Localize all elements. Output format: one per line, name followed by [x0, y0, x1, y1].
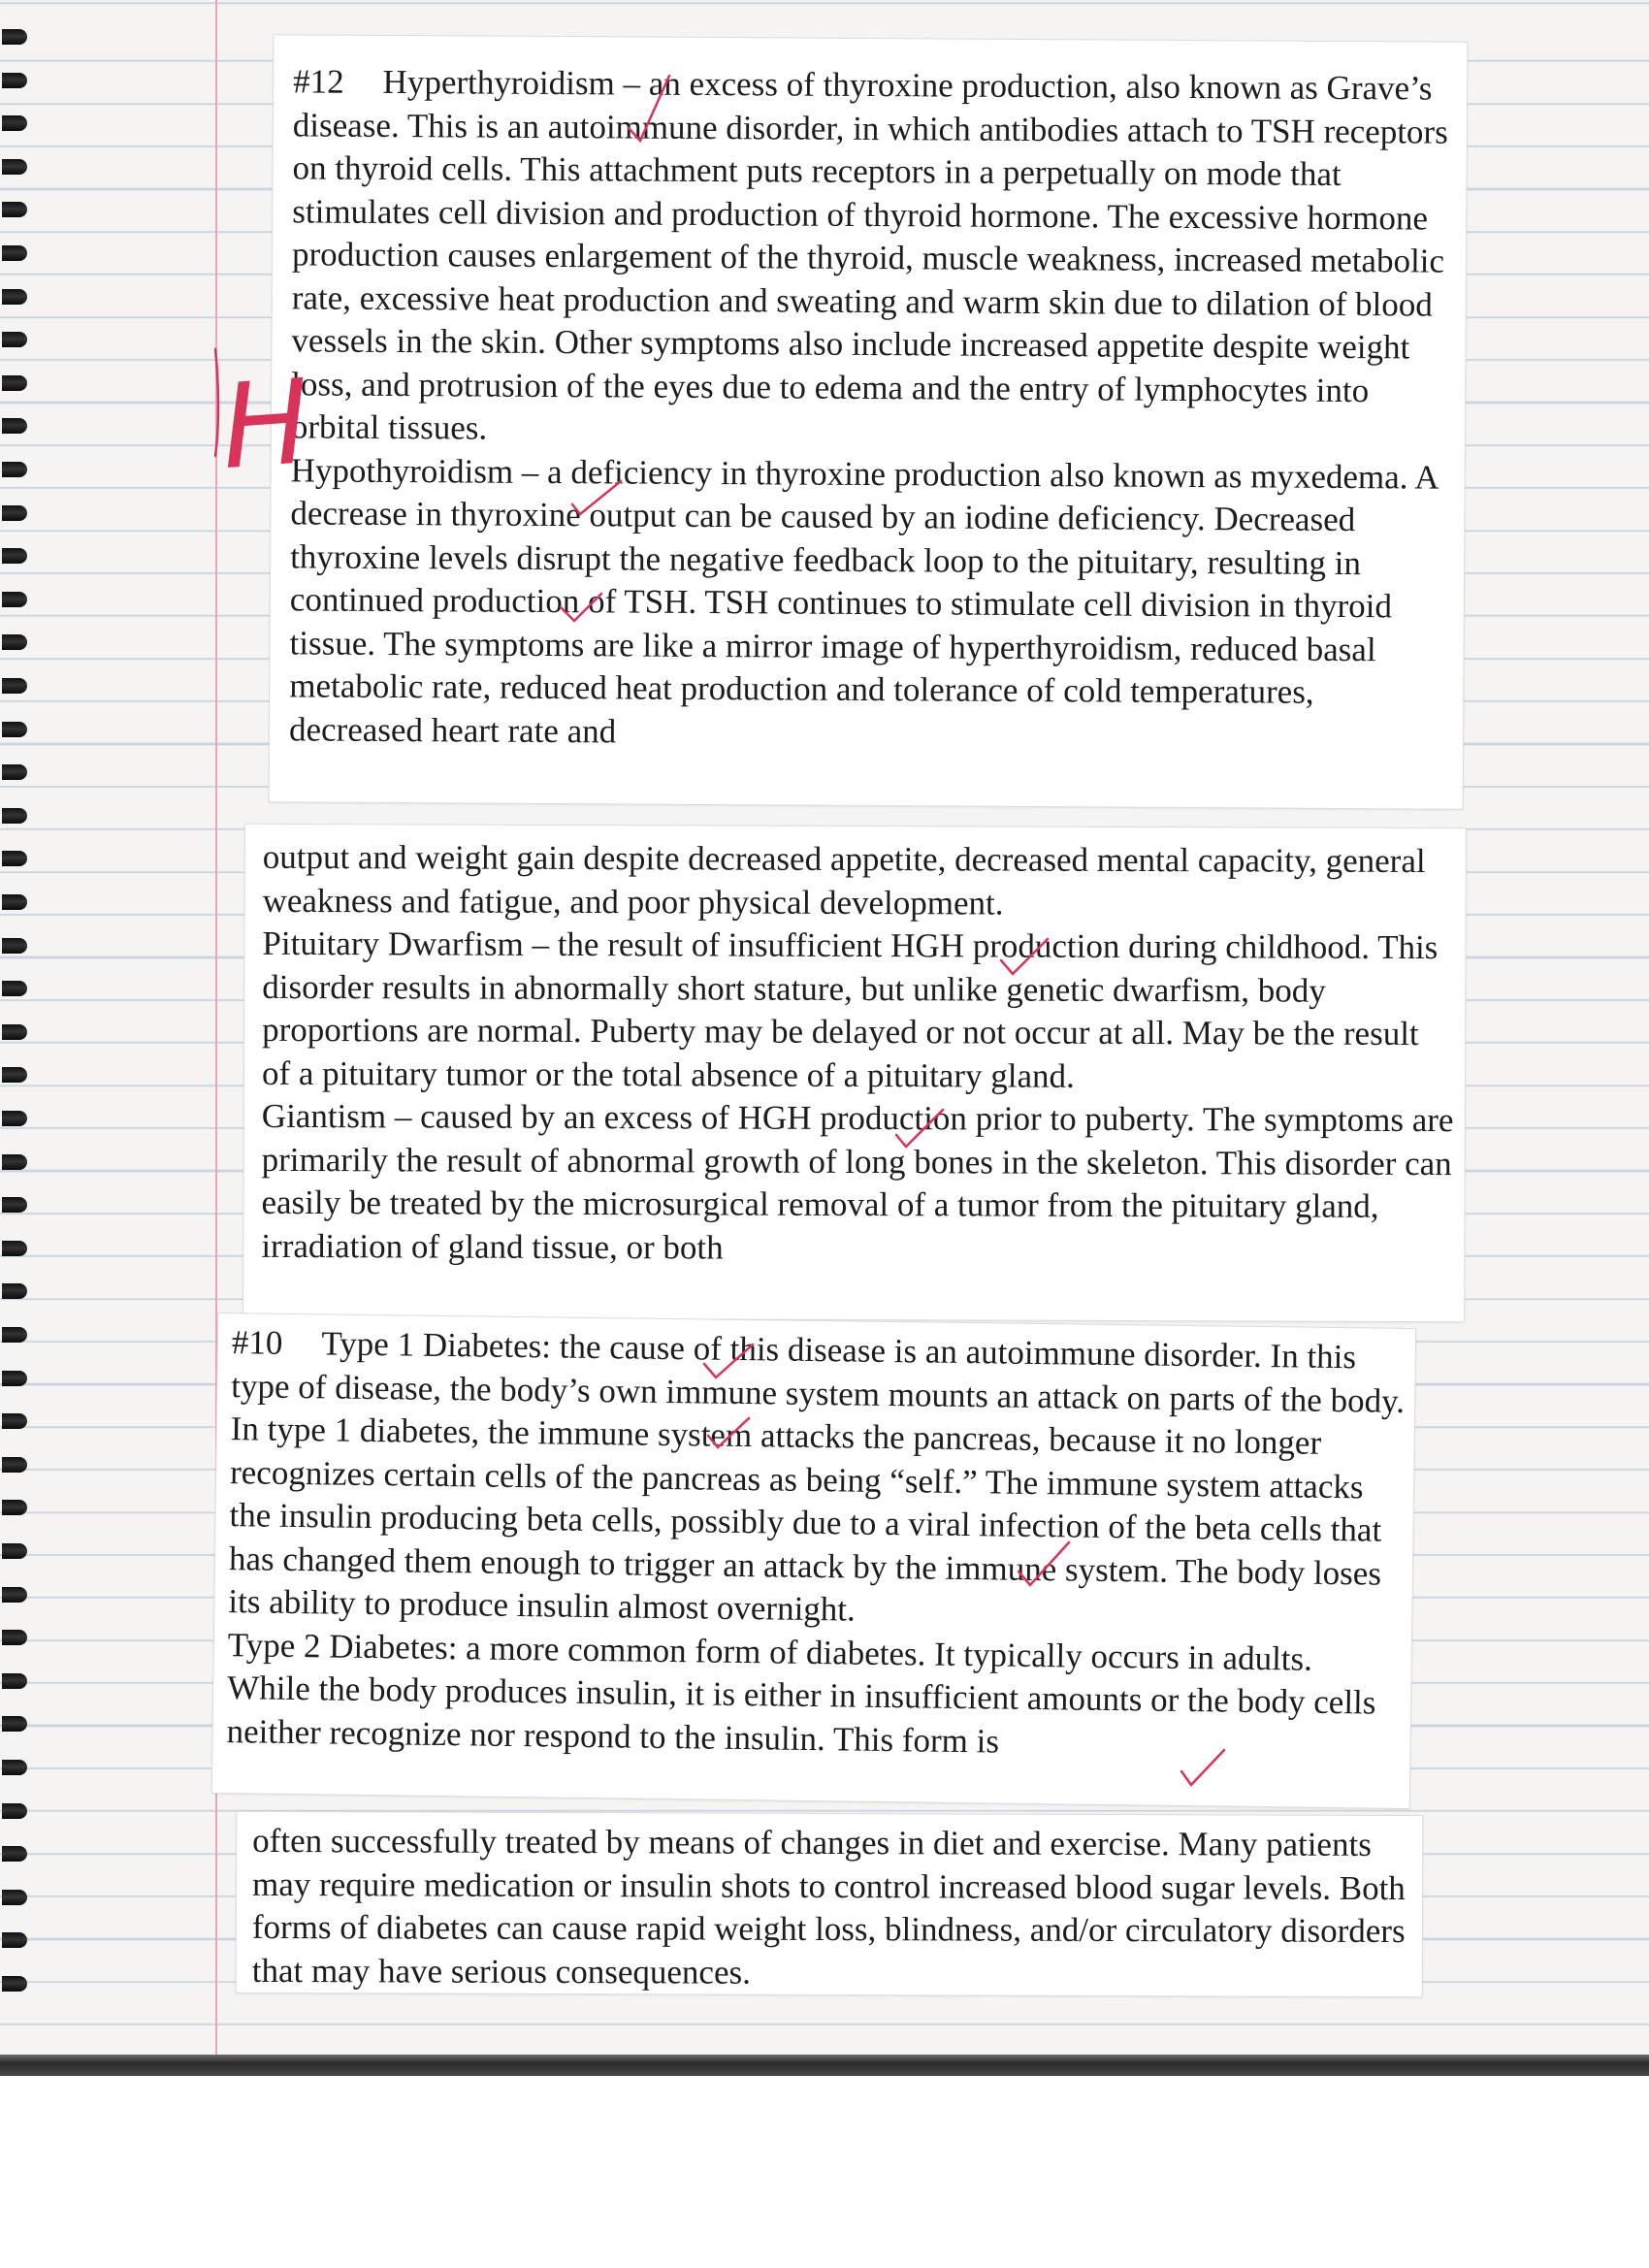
spiral-ring [2, 73, 27, 88]
grade-letter-mark: H [216, 355, 314, 497]
pasted-slip-diabetes-continued [237, 1812, 1423, 1996]
spiral-ring [2, 764, 27, 780]
spiral-ring [2, 159, 27, 175]
spiral-ring [2, 1111, 27, 1126]
pasted-slip-pituitary [243, 825, 1466, 1321]
spiral-ring [2, 418, 27, 434]
spiral-ring [2, 1630, 27, 1645]
spiral-ring [2, 1890, 27, 1905]
spiral-ring [2, 1371, 27, 1386]
spiral-ring [2, 1803, 27, 1819]
paragraph-diabetes-treatment: often successfully treated by means of changes in diet and exercise. Many patients may require medication or insulin shots to control increased blood sugar levels. Both forms of diabetes can cause rapid weight loss, blindness, and/or circulatory disorders that may have serious consequences. [251, 1821, 1406, 1992]
spiral-ring [2, 808, 27, 824]
spiral-ring [2, 462, 27, 477]
pasted-slip-diabetes [212, 1313, 1415, 1808]
paragraph-hyperthyroidism [291, 60, 1457, 456]
paragraph-type-2-diabetes: Type 2 Diabetes: a more common form of diabetes. It typically occurs in adults. While the body produces insulin, it is either in insufficient amounts or the body cells neither recognize nor respond to the insulin. This form is [226, 1625, 1376, 1761]
paragraph-text: Type 1 Diabetes: the cause of this disease is an autoimmune disorder. In this type of disease, the body’s own immune system mounts an attack on parts of the body. In type 1 diabetes, the immune system attacks the pancreas, because it no longer recognizes certain cells of the pancreas as being “self.” The immune system attacks the insulin producing beta cells, possibly due to a viral infection of the beta cells that has changed them enough to trigger an attack by the immune system. The body loses its ability to produce insulin almost overnight. [228, 1324, 1406, 1629]
spiral-ring [2, 1932, 27, 1948]
paragraph-text: Hyperthyroidism – an excess of thyroxine production, also known as Grave’s disease. This is an autoimmune disorder, in which antibodies attach to TSH receptors on thyroid cells. This attachment puts receptors in a perpetually on mode that stimulates cell division and production of thyroid hormone. The excessive hormone production causes enlargement of the thyroid, muscle weakness, increased metabolic rate, excessive heat production and sweating and warm skin due to dilation of blood vessels in the skin. Other symptoms also include increased appetite despite weight loss, and protrusion of the eyes due to edema and the entry of lymphocytes into orbital tissues. [290, 62, 1448, 447]
spiral-ring [2, 938, 27, 954]
spiral-ring [2, 1500, 27, 1515]
notebook-bottom-edge [0, 2055, 1649, 2076]
spiral-ring [2, 375, 27, 391]
spiral-ring [2, 1327, 27, 1343]
spiral-ring [2, 1154, 27, 1170]
pasted-slip-thyroid [270, 35, 1468, 808]
spiral-ring [2, 548, 27, 564]
spiral-ring [2, 981, 27, 996]
spiral-ring [2, 1197, 27, 1213]
spiral-ring [2, 289, 27, 305]
spiral-ring [2, 332, 27, 347]
spiral-ring [2, 1241, 27, 1256]
spiral-ring [2, 1976, 27, 1992]
spiral-ring [2, 678, 27, 694]
spiral-binding [0, 29, 39, 2027]
spiral-ring [2, 1024, 27, 1040]
spiral-ring [2, 1760, 27, 1775]
spiral-ring [2, 1673, 27, 1689]
paragraph-hypothyroidism-continued: output and weight gain despite decreased appetite, decreased mental capacity, general weakness and fatigue, and poor physical development. [262, 837, 1426, 923]
spiral-ring [2, 1413, 27, 1429]
spiral-ring [2, 1283, 27, 1299]
spiral-ring [2, 29, 27, 45]
spiral-ring [2, 851, 27, 866]
spiral-ring [2, 722, 27, 737]
spiral-ring [2, 894, 27, 910]
spiral-ring [2, 1846, 27, 1862]
paragraph-type-1-diabetes [228, 1321, 1406, 1638]
spiral-ring [2, 1587, 27, 1603]
spiral-ring [2, 505, 27, 521]
spiral-ring [2, 592, 27, 607]
spiral-ring [2, 634, 27, 650]
question-number: #12 [293, 62, 344, 101]
spiral-ring [2, 1716, 27, 1732]
spiral-ring [2, 202, 27, 217]
spiral-ring [2, 1457, 27, 1473]
spiral-ring [2, 1067, 27, 1083]
question-number: #10 [231, 1323, 283, 1362]
paragraph-pituitary-dwarfism: Pituitary Dwarfism – the result of insufficient HGH production during childhood. This disorder results in abnormally short stature, but unlike genetic dwarfism, body proportions are normal. Puberty may be delayed or not occur at all. May be the result of a pituitary tumor or the total absence of a pituitary gland. [261, 923, 1439, 1095]
spiral-ring [2, 245, 27, 261]
spiral-ring [2, 115, 27, 131]
paragraph-giantism: Giantism – caused by an excess of HGH production prior to puberty. The symptoms are primarily the result of abnormal growth of long bones in the skeleton. This disorder can easily be treated by the microsurgical removal of a tumor from the pituitary gland, irradiation of gland tissue, or both [261, 1096, 1454, 1267]
paragraph-hypothyroidism: Hypothyroidism – a deficiency in thyroxine production also known as myxedema. A decrease in thyroxine output can be caused by an iodine deficiency. Decreased thyroxine levels disrupt the negative feedback loop to the pituitary, resulting in continued production of TSH. TSH continues to stimulate cell division in thyroid tissue. The symptoms are like a mirror image of hyperthyroidism, reduced basal metabolic rate, reduced heat production and tolerance of cold temperatures, decreased heart rate and [288, 450, 1438, 750]
spiral-ring [2, 1543, 27, 1559]
